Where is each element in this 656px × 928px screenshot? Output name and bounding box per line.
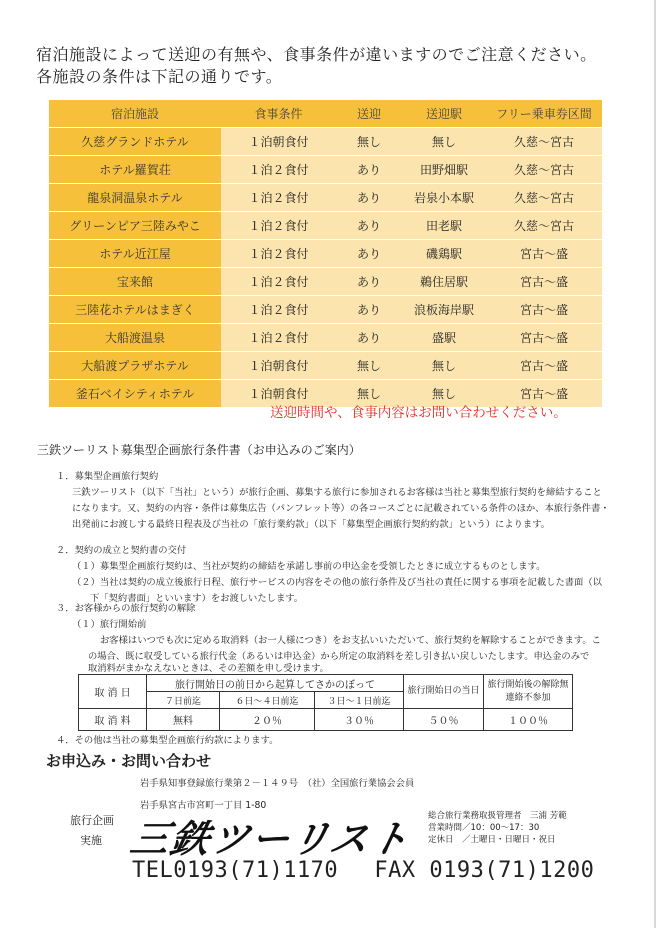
meal-cell: １泊２食付 — [221, 155, 336, 183]
header-facility: 宿泊施設 — [49, 100, 221, 127]
header-pickup: 送迎 — [336, 100, 402, 127]
pickup-cell: あり — [336, 239, 402, 267]
section-cell: 久慈～宮古 — [486, 211, 602, 239]
header-station: 送迎駅 — [402, 100, 486, 127]
table-row — [49, 267, 602, 295]
section-4: ４．その他は当社の募集型企画旅行約款によります。 — [56, 735, 279, 746]
section-1-line: になります。又、契約の内容・条件は募集広告（パンフレット等）の各コースごとに記載されている条件のほか、本旅行条件書・ — [72, 503, 610, 514]
section-3-subtitle: （１）旅行開始前 — [72, 619, 147, 630]
cancel-fee-value: ２０％ — [220, 709, 315, 731]
intro-line-1: 宿泊施設によって送迎の有無や、食事条件が違いますのでご注意ください。 — [36, 45, 597, 64]
conditions-title: 三鉄ツーリスト募集型企画旅行条件書（お申込みのご案内） — [37, 443, 361, 457]
pickup-cell: 無し — [336, 127, 402, 155]
hotel-name: 三陸花ホテルはまぎく — [49, 295, 221, 323]
station-cell: 盛駅 — [402, 323, 486, 351]
hotel-name: 久慈グランドホテル — [49, 127, 221, 155]
table-row — [49, 239, 602, 267]
pickup-cell: あり — [336, 155, 402, 183]
meal-cell: １泊朝食付 — [221, 379, 336, 407]
station-cell: 岩泉小本駅 — [402, 183, 486, 211]
table-row — [49, 155, 602, 183]
header-pass-section: フリー乗車券区間 — [486, 100, 602, 127]
section-cell: 宮古～盛 — [486, 351, 602, 379]
section-2-line: （１）募集型企画旅行契約は、当社が契約の締結を承諾し事前の申込金を受領したときに成立するものとします。 — [72, 561, 546, 572]
table-row — [49, 211, 602, 239]
pickup-cell: 無し — [336, 379, 402, 407]
meal-cell: １泊朝食付 — [221, 351, 336, 379]
section-cell: 久慈～宮古 — [486, 155, 602, 183]
phone-fax: TEL0193(71)1170 FAX 0193(71)1200 — [132, 858, 595, 883]
section-cell: 宮古～盛 — [486, 239, 602, 267]
section-cell: 宮古～盛 — [486, 267, 602, 295]
hotel-name: 宝来館 — [49, 267, 221, 295]
meal-cell: １泊２食付 — [221, 267, 336, 295]
pickup-cell: あり — [336, 267, 402, 295]
hotel-name: ホテル近江屋 — [49, 239, 221, 267]
hotel-name: 大船渡プラザホテル — [49, 351, 221, 379]
station-cell: 無し — [402, 351, 486, 379]
section-3-line: お客様はいつでも次に定める取消料（お一人様につき）をお支払いいただいて、旅行契約を解除することができます。こ — [100, 635, 601, 646]
hotel-name: 大船渡温泉 — [49, 323, 221, 351]
cancel-group-header: 旅行開始日の前日から起算してさかのぼって — [147, 675, 404, 692]
station-cell: 無し — [402, 379, 486, 407]
pickup-cell: あり — [336, 211, 402, 239]
hotel-name: 龍泉洞温泉ホテル — [49, 183, 221, 211]
station-cell: 鵜住居駅 — [402, 267, 486, 295]
table-row — [49, 295, 602, 323]
cancel-fee-value: １００％ — [484, 709, 573, 731]
intro-line-2: 各施設の条件は下記の通りです。 — [36, 67, 283, 86]
cancel-col-3-1days: ３日～１日前迄 — [315, 692, 404, 709]
section-2-line: （２）当社は契約の成立後旅行日程、旅行サービスの内容をその他の旅行条件及び当社の責任に関する事項を記載した書面（以 — [72, 577, 602, 588]
pickup-cell: あり — [336, 323, 402, 351]
station-cell: 田野畑駅 — [402, 155, 486, 183]
meal-cell: １泊２食付 — [221, 239, 336, 267]
pickup-cell: あり — [336, 183, 402, 211]
station-cell: 磯鶏駅 — [402, 239, 486, 267]
cancel-fee-value: ５０％ — [404, 709, 484, 731]
cancel-col-same-day: 旅行開始日の当日 — [404, 675, 484, 709]
section-cell: 久慈～宮古 — [486, 183, 602, 211]
cancel-fee-value: 無料 — [147, 709, 220, 731]
cancel-col-6-4days: ６日～４日前迄 — [220, 692, 315, 709]
contact-heading: お申込み・お問い合わせ — [46, 752, 212, 770]
meal-cell: １泊２食付 — [221, 183, 336, 211]
table-row — [49, 351, 602, 379]
meal-cell: １泊２食付 — [221, 211, 336, 239]
business-hours: 営業時間／10：00～17：30 — [428, 823, 540, 833]
table-row — [49, 183, 602, 211]
hotel-name: グリーンピア三陸みやこ — [49, 211, 221, 239]
cancel-fee-value: ３０％ — [315, 709, 404, 731]
company-logo: 三鉄ツーリスト — [126, 817, 416, 861]
table-row — [49, 127, 602, 155]
meal-cell: １泊２食付 — [221, 323, 336, 351]
inquiry-note: 送迎時間や、食事内容はお問い合わせください。 — [270, 405, 567, 421]
manager-info: 総合旅行業務取扱管理者 三浦 芳範 — [428, 811, 567, 821]
section-cell: 久慈～宮古 — [486, 127, 602, 155]
hotel-name: ホテル羅賀荘 — [49, 155, 221, 183]
cancel-col-after-start: 旅行開始後の解除無連絡不参加 — [484, 675, 573, 709]
planning-label: 旅行企画 — [70, 814, 114, 827]
hotel-table-header — [49, 100, 602, 127]
intro-text — [36, 44, 597, 88]
station-cell: 無し — [402, 127, 486, 155]
section-3-line: の場合、既に収受している旅行代金（あるいは申込金）から所定の取消料を差し引き払い戻しいたします。申込金のみで — [88, 651, 590, 662]
pickup-cell: あり — [336, 295, 402, 323]
meal-cell: １泊朝食付 — [221, 127, 336, 155]
station-cell: 浪板海岸駅 — [402, 295, 486, 323]
section-cell: 宮古～盛 — [486, 295, 602, 323]
section-1-line: 出発前にお渡しする最終日程表及び当社の「旅行業約款」（以下「募集型企画旅行契約約款」という）によります。 — [72, 519, 551, 530]
meal-cell: １泊２食付 — [221, 295, 336, 323]
address: 岩手県宮古市宮町一丁目 1-80 — [140, 800, 267, 811]
cancel-col-7days: ７日前迄 — [147, 692, 220, 709]
operation-label: 実施 — [80, 834, 102, 847]
station-cell: 田老駅 — [402, 211, 486, 239]
closed-days: 定休日 ／土曜日・日曜日・祝日 — [428, 835, 556, 845]
section-cell: 宮古～盛 — [486, 323, 602, 351]
hotel-table — [49, 100, 602, 407]
cancellation-fee-table — [78, 674, 573, 731]
cancel-date-label: 取 消 日 — [79, 675, 147, 709]
table-row — [49, 323, 602, 351]
registration-info: 岩手県知事登録旅行業第２－１４９号 （社）全国旅行業協会会員 — [140, 778, 415, 789]
cancel-fee-label: 取 消 料 — [79, 709, 147, 731]
pickup-cell: 無し — [336, 351, 402, 379]
section-cell: 宮古～盛 — [486, 379, 602, 407]
section-3-line: 取消料がまかなえないときは、その差額を申し受けます。 — [88, 663, 329, 674]
section-3-title: ３．お客様からの旅行契約の解除 — [56, 603, 196, 614]
header-meal: 食事条件 — [221, 100, 336, 127]
section-1-line: 三鉄ツーリスト（以下「当社」という）が旅行企画、募集する旅行に参加されるお客様は当社と募集型旅行契約を締結すること — [72, 487, 602, 498]
hotel-name: 釜石ベイシティホテル — [49, 379, 221, 407]
section-2-line: 下「契約書面」といいます）をお渡しいたします。 — [90, 593, 304, 604]
section-1-title: １．募集型企画旅行契約 — [56, 471, 159, 482]
section-2-title: ２．契約の成立と契約書の交付 — [56, 545, 187, 556]
